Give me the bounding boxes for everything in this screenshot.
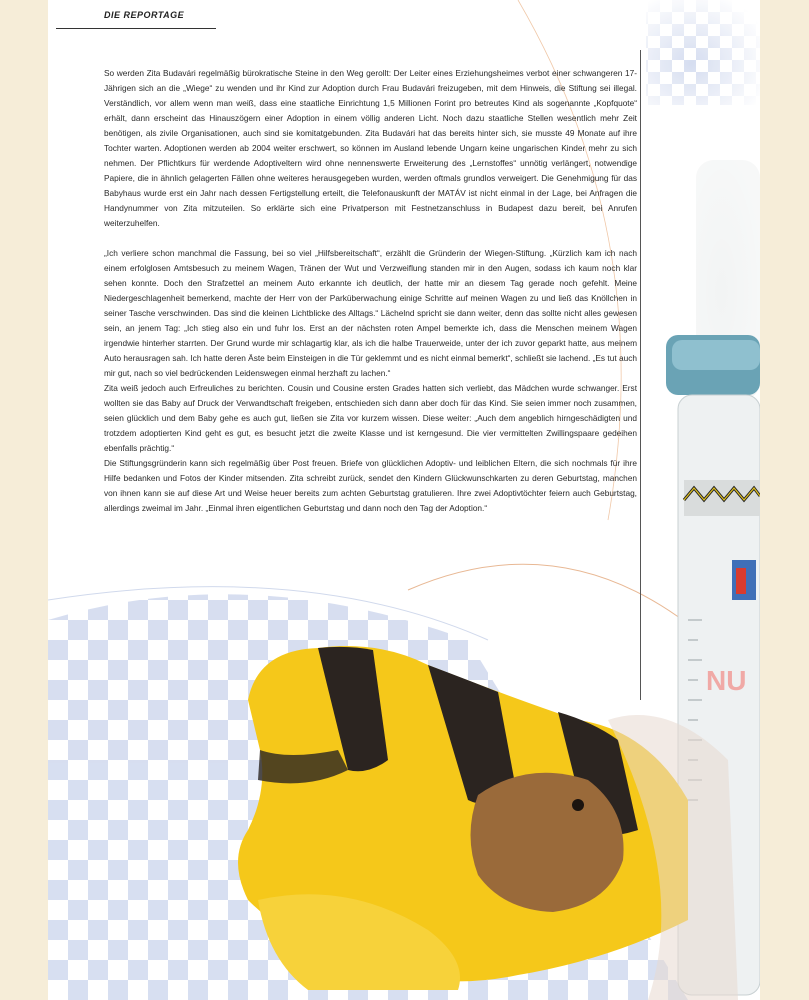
article-paragraph: Die Stiftungsgründerin kann sich regelmäßig über Post freuen. Briefe von glücklichen Adoptiv- und leiblichen Eltern, die sich nochmals für ihre Hilfe bedanken und Fotos der Kinder mitsenden. Zita schreibt zurück, sendet den Kindern Glückwunschkarten zu deren Geburtstag, manchen von ihnen kann sie auf diese Art und Weise heuer bereits zum achten Geburtstag gratulieren. Ihre zwei Adoptivtöchter feiern auch Geburtstag, allerdings zweimal im Jahr. „Einmal ihren eigentlichen Geburtstag und dann noch den Tag der Adoption.“ xyxy=(104,458,637,513)
section-header: DIE REPORTAGE xyxy=(104,10,185,20)
article-body xyxy=(104,66,637,516)
header-rule xyxy=(56,28,216,29)
bee-toy-icon xyxy=(238,646,738,1000)
article-paragraph: „Ich verliere schon manchmal die Fassung, bei so viel „Hilfsbereitschaft“, erzählt die Gründerin der Wiegen-Stiftung. „Kürzlich kam ich nach einem erfolglosen Amtsbesuch zu meinem Wagen, Tränen der Wut und Verzweiflung standen mir in den Augen, sodass ich kaum noch klar sehen konnte. Doch den Strafzettel an meinem Auto erkannte ich deutlich, der hatte mir an diesem Tag gerade noch gefehlt. Meine Niedergeschlagenheit bemerkend, machte der Herr von der Parküberwachung einige Schritte auf meinen Wagen zu und ließ das Knöllchen in seiner Tasche verschwinden. Das sind die kleinen Lichtblicke des Alltags.“ Lächelnd spricht sie dann weiter, denn das sollte nicht alles gewesen sein, an jenem Tag: „Ich stieg also ein und fuhr los. Erst an der nächsten roten Ampel bemerkte ich, dass die Menschen meinem Wagen irgendwie hinterher starrten. Der Grund wurde mir schlagartig klar, als ich die halbe Trauerweide, unter der ich zuvor geparkt hatte, aus meinem Auto herausragen sah. Ich hatte deren Äste beim Einsteigen in die Tür geklemmt und es nicht einmal bemerkt“, schließt sie lachend. „Es tut auch mir gut, nach so viel bedrückenden Leidenswegen einmal herzhaft zu lachen.“ xyxy=(104,248,637,378)
bottle-brand-label: NU xyxy=(706,665,747,696)
article-paragraph: Zita weiß jedoch auch Erfreuliches zu berichten. Cousin und Cousine ersten Grades hatten sich verliebt, das Mädchen wurde schwanger. Erst wollten sie das Baby auf Druck der Verwandtschaft freigeben, entschieden sich dann aber doch für das Kind. Sie seien immer noch zusammen, seien glücklich und dem Baby gehe es auch gut, ließen sie Zita vor kurzem wissen. Diese weiter: „Auch dem angeblich hirngeschädigten und trotzdem adoptierten Kind geht es gut, es besucht jetzt die zweite Klasse und ist kerngesund. Die vier vermittelten Zwillingspaare gedeihen ebenfalls prächtig.“ xyxy=(104,383,637,453)
article-paragraph: So werden Zita Budavári regelmäßig bürokratische Steine in den Weg gerollt: Der Leiter eines Erziehungsheimes verbot einer schwangeren 17-Jährigen sich an die „Wiege“ zu wenden und ihr Kind zur Adoption durch Frau Budavári freizugeben, mit dem Hinweis, die Stiftung sei illegal. Verständlich, vor allem wenn man weiß, dass eine staatliche Einrichtung 1,5 Millionen Forint pro betreutes Kind als sogenannte „Kopfquote“ erhält, dann erscheint das Hinauszögern einer Adoption in einem völlig anderen Licht. Noch dazu staatliche Stellen wesentlich mehr Zeit benötigen, als zivile Organisationen, auch sind sie komitatgebunden. Zita Budavári hat das bereits hinter sich, sie musste 49 Monate auf ihre Tochter warten. Adoptionen werden ab 2004 weiter erschwert, so können im Ausland lebende Ungarn keine ungarischen Kinder mehr zu sich nehmen. Der Pflichtkurs für werdende Adoptiveltern wird ohne nennenswerte Erweiterung des „Lernstoffes“ unnötig verlängert, notwendige Papiere, die in ähnlich gelagerten Fällen ohne weiteres herausgegeben wurden, werden oftmals grundlos verweigert. Die Genehmigung für das Babyhaus wurde erst ein Jahr nach dessen Fertigstellung erteilt, die Telefonauskunft der MATÁV ist nicht einmal in der Lage, bei Anfragen die Handynummer von Zita mitzuteilen. So erklärte sich eine Privatperson mit Festnetzanschluss in Budapest dazu bereit, bei Anrufen weiterzuhelfen. xyxy=(104,68,637,228)
magazine-page xyxy=(48,0,760,1000)
checker-top-right xyxy=(646,0,760,105)
column-rule xyxy=(640,50,641,700)
